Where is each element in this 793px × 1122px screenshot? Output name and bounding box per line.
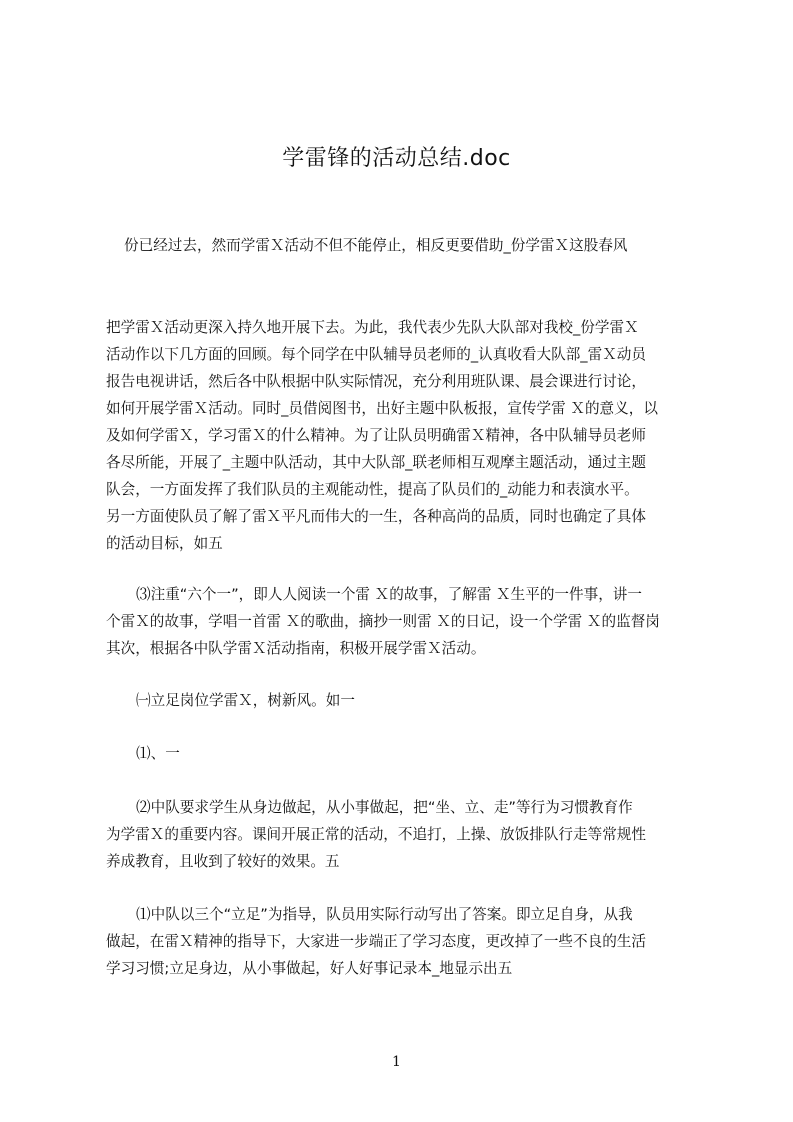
paragraph-1-line: 队会，一方面发挥了我们队员的主观能动性，提高了队员们的_动能力和表演水平。 (106, 481, 639, 498)
page-number: 1 (392, 1054, 401, 1070)
document-title: 学雷锋的活动总结.doc (282, 146, 511, 171)
paragraph-4-line: ⑴中队以三个“立足”为指导，队员用实际行动写出了答案。即立足自身，从我 (136, 906, 633, 923)
section-heading: ㈠立足岗位学雷Ｘ，树新风。如一 (136, 692, 355, 709)
paragraph-2-line: 个雷Ｘ的故事，学唱一首雷 Ｘ的歌曲，摘抄一则雷 Ｘ的日记，设一个学雷 Ｘ的监督岗 (106, 613, 660, 630)
paragraph-1-line: 各尽所能，开展了_主题中队活动，其中大队部_联老师相互观摩主题活动，通过主题 (106, 454, 646, 471)
paragraph-1-line: 活动作以下几方面的回顾。每个同学在中队辅导员老师的_认真收看大队部_雷Ｘ动员 (106, 346, 646, 363)
paragraph-1-line: 及如何学雷Ｘ，学习雷Ｘ的什么精神。为了让队员明确雷Ｘ精神，各中队辅导员老师 (106, 427, 646, 444)
paragraph-1-line: 如何开展学雷Ｘ活动。同时_员借阅图书，出好主题中队板报，宣传学雷 Ｘ的意义，以 (106, 400, 658, 417)
paragraph-1-line: 另一方面使队员了解了雷Ｘ平凡而伟大的一生，各种高尚的品质，同时也确定了具体 (106, 508, 646, 525)
paragraph-3-line: 为学雷Ｘ的重要内容。课间开展正常的活动，不追打，上操、放饭排队行走等常规性 (106, 826, 646, 843)
paragraph-1-line: 的活动目标，如五 (106, 535, 223, 552)
paragraph-1-line: 报告电视讲话，然后各中队根据中队实际情况，充分利用班队课、晨会课进行讨论， (106, 373, 646, 390)
list-item: ⑴、一 (136, 745, 180, 762)
paragraph-2-line: ⑶注重“六个一”，即人人阅读一个雷 Ｘ的故事，了解雷 Ｘ生平的一件事，讲一 (136, 586, 642, 603)
paragraph-1-line: 把学雷Ｘ活动更深入持久地开展下去。为此，我代表少先队大队部对我校_份学雷Ｘ (106, 319, 639, 336)
paragraph-1-line: 份已经过去，然而学雷Ｘ活动不但不能停止，相反更要借助_份学雷Ｘ这股春风 (124, 237, 628, 254)
paragraph-2-line: 其次，根据各中队学雷Ｘ活动指南，积极开展学雷Ｘ活动。 (106, 640, 486, 657)
paragraph-3-line: ⑵中队要求学生从身边做起，从小事做起，把“坐、立、走”等行为习惯教育作 (136, 799, 633, 816)
paragraph-4-line: 做起，在雷Ｘ精神的指导下，大家进一步端正了学习态度，更改掉了一些不良的生活 (106, 933, 646, 950)
paragraph-4-line: 学习习惯;立足身边，从小事做起，好人好事记录本_地显示出五 (106, 960, 513, 977)
paragraph-3-line: 养成教育，且收到了较好的效果。五 (106, 853, 340, 870)
